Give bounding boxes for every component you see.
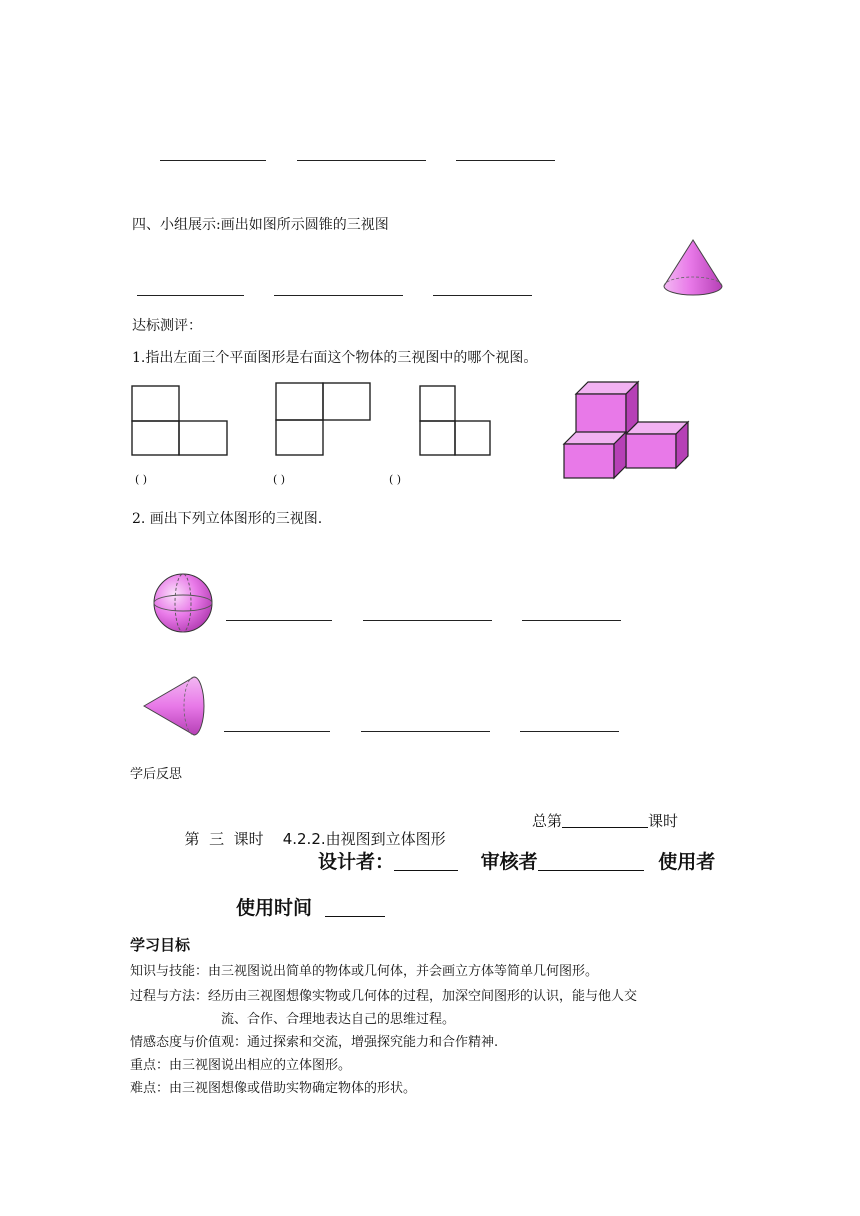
total-label: 总第	[532, 812, 563, 830]
time-blank[interactable]	[325, 898, 385, 917]
answer-line	[160, 160, 266, 161]
objective-item: 过程与方法：经历由三视图想像实物或几何体的过程，加深空间图形的认识，能与他人交	[130, 989, 638, 1004]
answer-line	[433, 295, 532, 296]
objective-item: 知识与技能：由三视图说出简单的物体或几何体，并会画立方体等简单几何图形。	[130, 964, 599, 979]
objective-item: 难点：由三视图想像或借助实物确定物体的形状。	[130, 1081, 417, 1096]
view-figure-1	[131, 385, 229, 457]
answer-paren: ( )	[273, 473, 286, 486]
suffix-label: 课时	[648, 812, 679, 830]
objective-item: 情感态度与价值观：通过探索和交流，增强探究能力和合作精神.	[130, 1035, 499, 1050]
reviewer-label: 审核者	[480, 851, 538, 873]
user-label: 使用者	[658, 851, 716, 873]
view-figure-3	[419, 385, 493, 457]
total-blank[interactable]	[562, 813, 648, 828]
time-label: 使用时间	[236, 897, 313, 919]
reviewer-blank[interactable]	[538, 852, 644, 871]
answer-paren: ( )	[135, 473, 148, 486]
sideways-cone-icon	[142, 675, 206, 737]
lesson-prefix: 第 三 课时 4.2.2.由视图到立体图形	[184, 830, 446, 848]
test-heading: 达标测评：	[132, 318, 202, 334]
lesson-total	[532, 810, 678, 831]
question-2: 2. 画出下列立体图形的三视图.	[132, 511, 323, 527]
designer-blank[interactable]	[394, 852, 458, 871]
reflection-heading: 学后反思	[130, 767, 183, 782]
answer-paren: ( )	[389, 473, 402, 486]
objectives-heading: 学习目标	[130, 936, 191, 954]
answer-line	[456, 160, 555, 161]
answer-line	[361, 731, 490, 732]
view-figure-2	[275, 382, 373, 457]
answer-line	[363, 620, 492, 621]
objective-item: 流、合作、合理地表达自己的思维过程。	[221, 1012, 456, 1027]
answer-line	[520, 731, 619, 732]
answer-line	[274, 295, 403, 296]
lesson-title	[175, 810, 446, 849]
question-1: 1.指出左面三个平面图形是右面这个物体的三视图中的哪个视图。	[132, 350, 538, 366]
answer-line	[224, 731, 330, 732]
time-row	[236, 893, 385, 920]
objective-item: 重点：由三视图说出相应的立体图形。	[130, 1058, 352, 1073]
designer-label: 设计者：	[318, 851, 395, 873]
sphere-icon	[152, 572, 214, 634]
answer-line	[226, 620, 332, 621]
answer-line	[297, 160, 426, 161]
cubes-object	[562, 380, 694, 482]
answer-line	[137, 295, 244, 296]
roles-row	[318, 847, 715, 874]
answer-line	[522, 620, 621, 621]
cone-icon	[662, 238, 724, 300]
section-title: 四、小组展示:画出如图所示圆锥的三视图	[132, 217, 389, 233]
